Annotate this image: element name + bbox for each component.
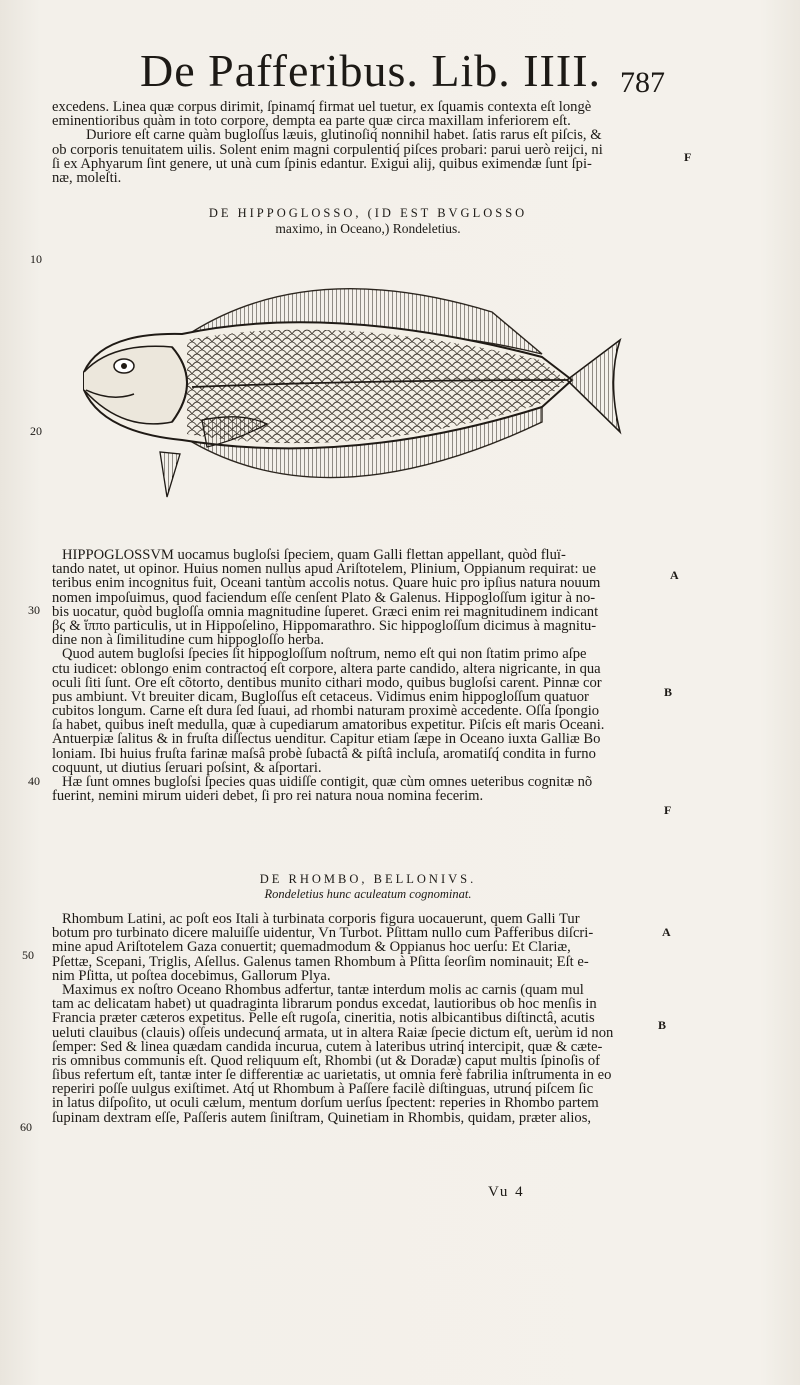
line-number: 60 [20, 1120, 32, 1134]
pelvic-fin [160, 452, 180, 497]
text-line: excedens. Linea quæ corpus dirimit, ſpinamq́ firmat uel tuetur, ex ſquamis contexta eſt longè [52, 100, 592, 115]
text-line: ſemper: Sed & linea quædam candida incurua, cutem à lateribus utrinq́ intercipit, quæ & cæte- [52, 1039, 603, 1054]
margin-letter: A [670, 568, 679, 582]
margin-letter: A [662, 925, 671, 939]
text-line: Pſettæ, Scepani, Triglis, Aſellus. Galenus tamen Rhombum à Pſitta ſeorſim nominauit; Eſt e- [52, 954, 589, 969]
text-line: Duriore eſt carne quàm bugloſſus læuis, glutinoſiq́ nonnihil habet. ſatis rarus eſt piſcis, & [86, 128, 602, 143]
hippoglossus-text [52, 548, 684, 803]
rhombus-text [52, 912, 684, 1125]
line-number: 30 [28, 603, 40, 617]
margin-letter: F [684, 150, 692, 164]
text-line: tando natet, ut opinor. Huius nomen nullus apud Ariſtotelem, Plinium, Oppianum requirat: ue [52, 562, 596, 577]
text-line: eminentioribus quàm in toto corpore, dempta ea parte quæ circa maxillam inferiorem eſt. [52, 114, 571, 129]
text-line: næ, moleſti. [52, 170, 122, 186]
text-line: Antuerpiæ ſalitus & in fruſta diſſectus uenditur. Capitur etiam ſæpe in Oceano iuxta Galliæ Bo [52, 732, 601, 747]
margin-letter: B [658, 1018, 667, 1032]
tail-fin [567, 340, 620, 432]
text-line: tam ac delicatam habet) ut quadraginta librarum pondus excedat, lautioribus ob hoc menſis in [52, 997, 597, 1012]
margin-letter: B [664, 685, 673, 699]
text-line: ſa habet, quibus ineſt medulla, quæ à cupediarum amatoribus expetitur. Piſcis eſt maris Oceani. [52, 718, 605, 733]
running-title: De Pafferibus. Lib. IIII. [140, 45, 602, 96]
text-line: ris omnibus communis eſt. Quod reliquum eſt, Rhombi (ut & Doradæ) caput multis ſpinoſis of [52, 1053, 601, 1069]
page-header [0, 36, 800, 106]
text-line: nomen impoſuimus, quod faciendum eſſe cenſent Plato & Galenus. Hippogloſſum igitur à no- [52, 590, 596, 605]
text-line: oculi ſiti ſunt. Ore eſt cõtorto, dentibus munito cithari modo, quibus bugloſsi carent. Pinnæ cor [52, 675, 602, 690]
text-line: ctu iudicet: oblongo enim contractoq́ eſt corpore, altera parte candido, altera nigricante, in qua [52, 661, 601, 676]
text-line: botum pro turbinato dicere maluiſſe uidentur, Vn Turbot. Pſittam nullo cum Pafferibus diſcri- [52, 926, 594, 941]
text-line: Maximus ex noſtro Oceano Rhombus adfertur, tantæ interdum molis ac carnis (quam mul [62, 982, 584, 998]
text-line: Hæ ſunt omnes bugloſsi ſpecies quas uidiſſe contigit, quæ cùm omnes ueteribus cognitæ nõ [62, 775, 593, 790]
line-number: 20 [30, 424, 42, 438]
text-line: Rhombum Latini, ac poſt eos Itali à turbinata corporis figura uocauerunt, quem Galli Tur [62, 912, 580, 927]
fish-pupil [121, 363, 127, 369]
text-line: cubitos longum. Carne eſt dura ſed ſuaui, ad rhombi naturam proximè accedente. Oſſa ſpongio [52, 704, 600, 719]
line-number: 50 [22, 948, 34, 962]
section-heading: DE RHOMBO, BELLONIVS. [259, 872, 477, 886]
text-line: pus ambiunt. Vt breuiter dicam, Bugloſſus eſt cetaceus. Vidimus enim hippogloſſum quatuor [52, 689, 589, 705]
text-line: HIPPOGLOSSVM uocamus bugloſsi ſpeciem, quam Galli flettan appellant, quòd fluï- [62, 548, 566, 563]
text-line: in latus diſpoſito, ut oculi cælum, mentum dorſum uerſus ſpectent: reperies in Rhombo partem [52, 1096, 599, 1111]
intro-paragraph [52, 100, 684, 185]
text-line: Francia præter cæteros expetitus. Pelle eſt rugoſa, cineritia, notis albicantibus diſtinctâ, acutis [52, 1011, 595, 1026]
section-heading: DE HIPPOGLOSSO, (ID EST BVGLOSSO [208, 206, 528, 220]
section-note: Rondeletius hunc aculeatum cognominat. [264, 887, 472, 901]
section-heading-rhombus [52, 872, 684, 902]
text-line: dine non à ſimilitudine cum hippogloſſo herba. [52, 633, 324, 648]
text-line: βϛ & ἵππο particulis, ut in Hippoſelino, Hippomarathro. Sic hippogloſſum dicimus à magnitu- [52, 618, 597, 634]
line-number: 40 [28, 774, 40, 788]
page-number: 787 [620, 66, 665, 99]
text-line: nim Pſitta, ut poſtea docebimus, Gallorum Plya. [52, 968, 331, 983]
text-line: bis uocatur, quòd bugloſſa omnia magnitudine ſuperet. Græci enim rei magnitudinem indicant [52, 604, 599, 619]
section-heading-hippoglossus [52, 206, 684, 237]
text-line: coquunt, ut diutius ſeruari poſsint, & aſportari. [52, 760, 322, 775]
text-line: reperiri poſſe uulgus exiſtimet. Atq́ ut Rhombum à Paſſere facilè diſtinguas, utrunq́ piſcem ſic [52, 1082, 594, 1097]
text-line: ob corporis tenuitatem uilis. Solent enim magni corpulentiq́ piſces probari: parui uerò reijci, ni [52, 142, 603, 157]
margin-letter: F [664, 803, 672, 817]
text-line: Quod autem bugloſsi ſpecies ſit hippogloſſum noſtrum, nemo eſt qui non ſtatim primo aſpe [62, 647, 587, 662]
text-line: ſupinam dextram eſſe, Paſſeris autem ſiniſtram, Quinetiam in Rhombis, quidam, præter alios, [52, 1110, 592, 1125]
signature-mark: Vu 4 [488, 1184, 525, 1200]
text-line: fuerint, nemini mirum uideri debet, ſi pro rei natura noua nomina fecerim. [52, 789, 484, 804]
text-line: ſibus refertum eſt, tantæ inter ſe differentiæ ac uarietatis, ut omnia ferè fabrilia inſtrumenta in eo [52, 1068, 612, 1083]
text-line: mine apud Ariſtotelem Gaza conuertit; quemadmodum & Oppianus hoc uerſu: Et Clariæ, [52, 940, 571, 955]
text-line: loniam. Ibi huius fruſta farinæ maſsâ probè ſubactâ & piſtâ incluſa, aromatiſq́ condita in furno [52, 746, 596, 761]
text-line: ueluti clauibus (clauis) oſſeis undecunq́ armata, ut in altera Raiæ ſpecie dictum eſt, uerùm id non [52, 1025, 614, 1040]
halibut-woodcut-illustration [72, 262, 632, 524]
text-line: teribus enim incognitus fuit, Oceani tantùm accolis notus. Quare huic pro ipſius natura nouum [52, 576, 601, 591]
text-line: ſi ex Aphyarum ſint genere, ut unà cum ſpinis edantur. Exigui alij, quibus eximendæ ſunt ſpi- [52, 156, 592, 171]
section-subheading: maximo, in Oceano,) Rondeletius. [275, 221, 461, 236]
line-number: 10 [30, 252, 42, 266]
